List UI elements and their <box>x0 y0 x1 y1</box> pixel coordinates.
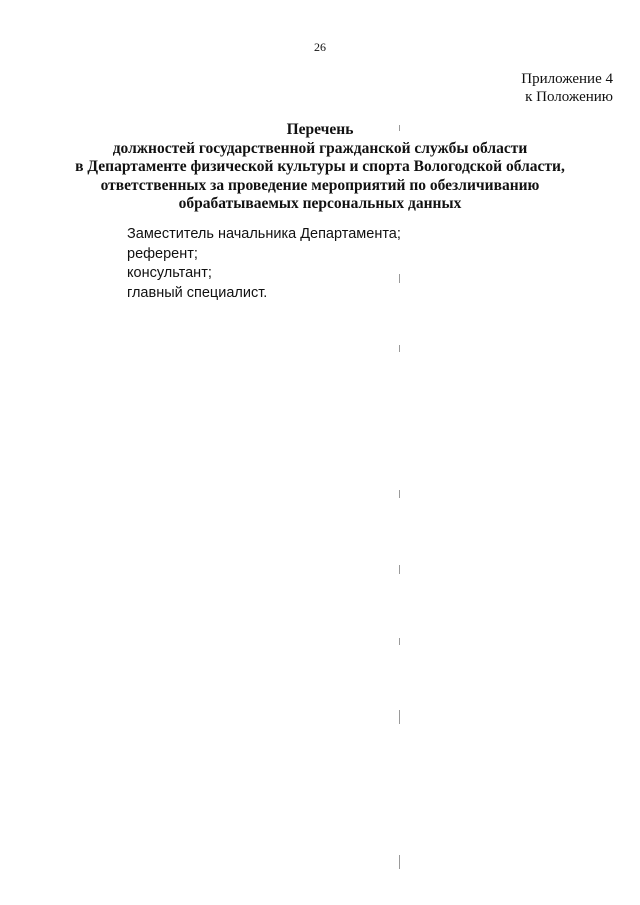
title-heading: Перечень <box>286 121 354 138</box>
position-item: Заместитель начальника Департамента; <box>127 226 401 242</box>
appendix-label: Приложение 4 <box>521 71 613 87</box>
position-item: референт; <box>127 245 198 262</box>
scan-artifact <box>399 638 400 645</box>
appendix-reference <box>521 70 613 106</box>
title-line: в Департаменте физической культуры и спорта Вологодской области, <box>75 158 565 175</box>
title-line: обрабатываемых персональных данных <box>178 195 462 212</box>
title-line: ответственных за проведение мероприятий по обезличиванию <box>100 176 540 194</box>
position-item: главный специалист. <box>127 284 268 301</box>
document-title <box>0 121 640 214</box>
scan-artifact <box>399 274 400 283</box>
scan-artifact <box>399 345 400 352</box>
page-number: 26 <box>314 40 326 54</box>
title-line: должностей государственной гражданской службы области <box>112 139 528 157</box>
appendix-regulation-reference: к Положению <box>525 89 613 105</box>
position-item: консультант; <box>127 265 212 281</box>
scan-artifact <box>399 855 400 869</box>
scan-artifact <box>399 710 400 724</box>
positions-list <box>127 225 401 303</box>
scan-artifact <box>399 490 400 498</box>
scan-artifact <box>399 565 400 574</box>
scan-artifact <box>399 125 400 131</box>
